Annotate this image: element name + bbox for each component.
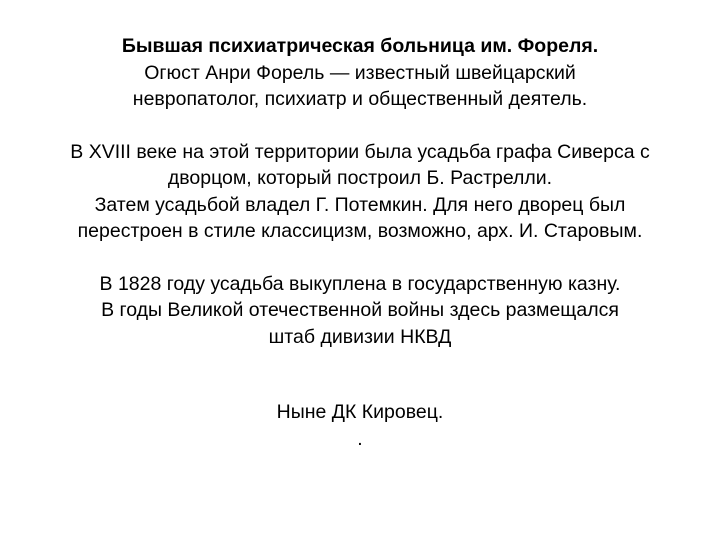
later-line-1: В 1828 году усадьба выкуплена в государственную казну. [99, 272, 621, 295]
paragraph-spacer [20, 113, 700, 139]
intro-line-2: невропатолог, психиатр и общественный деятель. [132, 88, 588, 110]
later-line-3: штаб дивизии НКВД [268, 325, 452, 348]
trailing-dot: . [357, 427, 363, 450]
slide-text [20, 33, 700, 452]
history-line-4: перестроен в стиле классицизм, возможно, арх. И. Старовым. [77, 220, 643, 242]
slide-title: Бывшая психиатрическая больница им. Фореля. [121, 35, 599, 57]
now-line: Ныне ДК Кировец. [276, 401, 444, 423]
later-line-2: В годы Великой отечественной войны здесь размещался [101, 299, 619, 321]
intro-line-1: Огюст Анри Форель — известный швейцарский [144, 61, 576, 84]
history-line-1: В XVIII веке на этой территории была усадьба графа Сиверса с [70, 140, 650, 163]
history-line-3: Затем усадьбой владел Г. Потемкин. Для него дворец был [94, 193, 626, 216]
history-line-2: дворцом, который построил Б. Растрелли. [167, 167, 553, 189]
paragraph-spacer [20, 245, 700, 271]
paragraph-spacer [20, 350, 700, 399]
